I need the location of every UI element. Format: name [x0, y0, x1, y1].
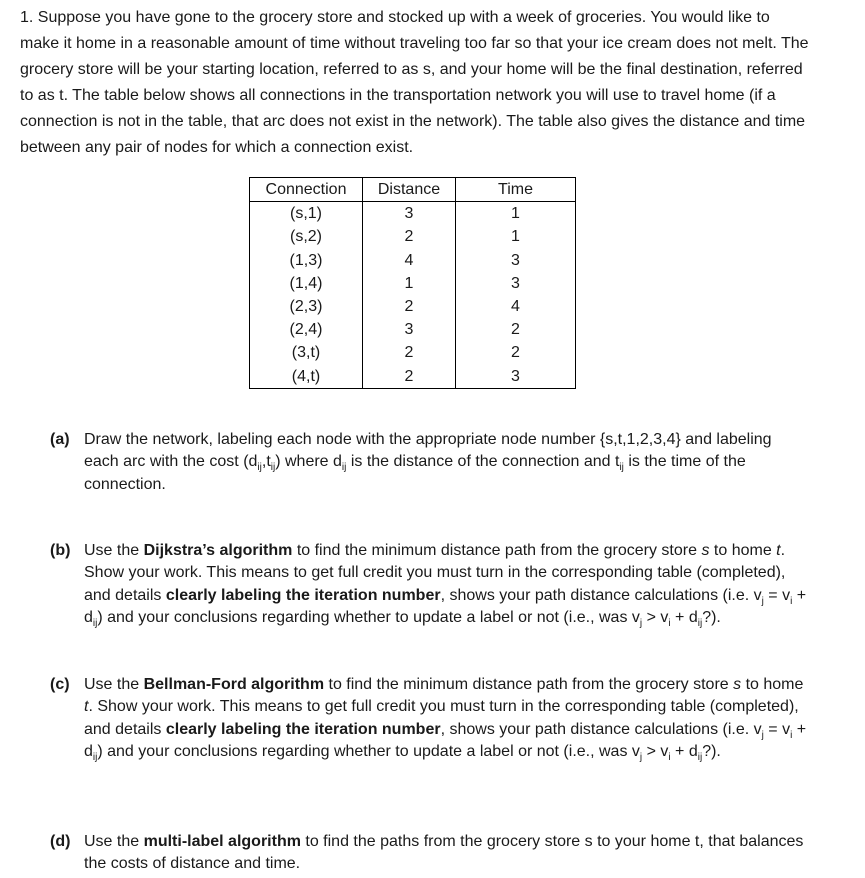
distance-cell: 2: [363, 341, 456, 364]
distance-cell: 2: [363, 225, 456, 248]
time-cell: 2: [456, 318, 576, 341]
connection-cell: (2,3): [250, 295, 363, 318]
distance-cell: 3: [363, 202, 456, 226]
connections-table: [249, 177, 576, 389]
connection-cell: (1,4): [250, 272, 363, 295]
column-header-connection: Connection: [250, 178, 363, 202]
column-header-time: Time: [456, 178, 576, 202]
connection-cell: (3,t): [250, 341, 363, 364]
distance-cell: 2: [363, 365, 456, 389]
problem-intro: 1. Suppose you have gone to the grocery store and stocked up with a week of groceries. You would like to make it home in a reasonable amount of time without traveling too far so that your ice cream does not melt. The grocery store will be your starting location, referred to as s, and your home will be the final destination, referred to as t. The table below shows all connections in the transportation network you will use to travel home (if a connection is not in the table, that arc does not exist in the network). The table also gives the distance and time between any pair of nodes for which a connection exist.: [20, 9, 809, 156]
part-c: [50, 674, 810, 763]
distance-cell: 3: [363, 318, 456, 341]
connection-cell: (s,2): [250, 225, 363, 248]
table-row: [250, 318, 576, 341]
distance-cell: 2: [363, 295, 456, 318]
time-cell: 1: [456, 225, 576, 248]
connection-cell: (2,4): [250, 318, 363, 341]
time-cell: 2: [456, 341, 576, 364]
table-row: [250, 295, 576, 318]
distance-cell: 1: [363, 272, 456, 295]
table-row: [250, 272, 576, 295]
table-header-row: [250, 178, 576, 202]
part-d-label: (d): [50, 833, 71, 850]
part-a-label: (a): [50, 431, 70, 448]
part-a: [50, 429, 810, 496]
distance-cell: 4: [363, 249, 456, 272]
time-cell: 3: [456, 249, 576, 272]
table-row: [250, 202, 576, 226]
time-cell: 3: [456, 272, 576, 295]
time-cell: 4: [456, 295, 576, 318]
connection-cell: (1,3): [250, 249, 363, 272]
time-cell: 1: [456, 202, 576, 226]
time-cell: 3: [456, 365, 576, 389]
part-c-text: Use the Bellman-Ford algorithm to find the minimum distance path from the grocery store s to home t. Show your work. This means to get full credit you must turn in the corresponding table (completed), and details clearly labeling the iteration number, shows your path distance calculations (i.e. $v_j = v_i + d_{ij}$) and your conclusions regarding whether to update a label or not (i.e., was $v_j > v_i$ + $d_{ij}$?).: [84, 676, 807, 764]
connection-cell: (s,1): [250, 202, 363, 226]
table-row: [250, 225, 576, 248]
part-b: [50, 540, 810, 629]
table-row: [250, 341, 576, 364]
part-c-label: (c): [50, 676, 70, 693]
table-row: [250, 365, 576, 389]
column-header-distance: Distance: [363, 178, 456, 202]
part-d-text: Use the multi-label algorithm to find the paths from the grocery store s to your home t, that balances the costs of distance and time.: [84, 833, 804, 873]
connection-cell: (4,t): [250, 365, 363, 389]
part-b-text: Use the Dijkstra’s algorithm to find the minimum distance path from the grocery store s to home t. Show your work. This means to get full credit you must turn in the corresponding table (completed), and details clearly labeling the iteration number, shows your path distance calculations (i.e. $v_j = v_i + d_{ij}$) and your conclusions regarding whether to update a label or not (i.e., was $v_j > v_i$ + $d_{ij}$?).: [84, 542, 807, 630]
part-a-text: Draw the network, labeling each node with the appropriate node number {s,t,1,2,3,4} and labeling each arc with the cost $(d_{ij},t_{ij})$ where $d_{ij}$ is the distance of the connection and $t_{ij}$ is the time of the connection.: [84, 431, 772, 493]
table-row: [250, 249, 576, 272]
part-d: [50, 831, 810, 876]
part-b-label: (b): [50, 542, 71, 559]
